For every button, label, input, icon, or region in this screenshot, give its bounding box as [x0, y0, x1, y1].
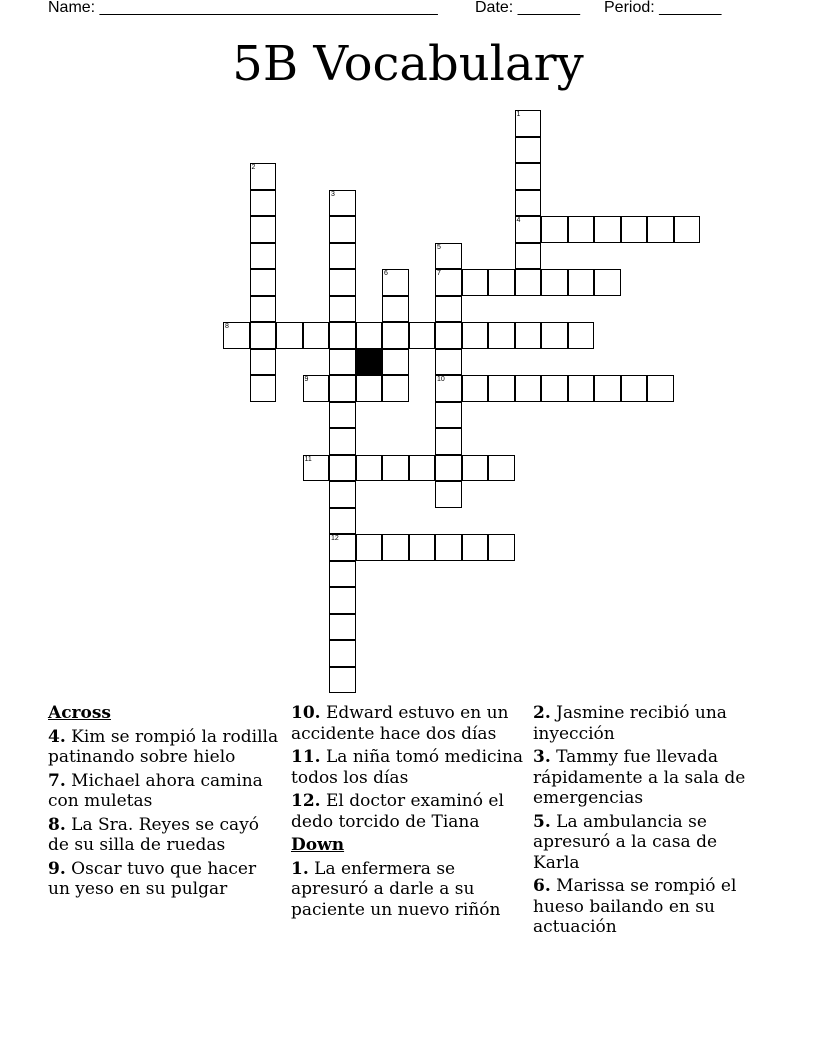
crossword-cell[interactable]: [435, 322, 462, 349]
crossword-cell[interactable]: [356, 322, 383, 349]
crossword-cell[interactable]: [329, 243, 356, 270]
crossword-cell[interactable]: [435, 481, 462, 508]
crossword-cell[interactable]: [329, 667, 356, 694]
crossword-cell[interactable]: [568, 375, 595, 402]
crossword-cell[interactable]: [435, 402, 462, 429]
crossword-cell[interactable]: [568, 269, 595, 296]
clue-across-9: 9. Oscar tuvo que hacer un yeso en su pulgar: [48, 858, 257, 899]
crossword-cell[interactable]: [435, 375, 462, 402]
crossword-cell[interactable]: [382, 269, 409, 296]
crossword-cell[interactable]: [329, 322, 356, 349]
crossword-cell[interactable]: [515, 163, 542, 190]
crossword-cell[interactable]: [462, 375, 489, 402]
crossword-cell[interactable]: [462, 269, 489, 296]
crossword-cell[interactable]: [621, 375, 648, 402]
crossword-cell[interactable]: [488, 375, 515, 402]
clue-across-11: 11. La niña tomó medicina todos los días: [291, 747, 524, 788]
crossword-cell[interactable]: [621, 216, 648, 243]
crossword-cell[interactable]: [356, 534, 383, 561]
clue-column-2: [291, 703, 524, 923]
clue-number: 9: [304, 376, 309, 383]
crossword-cell[interactable]: [329, 640, 356, 667]
clue-number: 10: [437, 376, 445, 383]
crossword-cell[interactable]: [488, 322, 515, 349]
across-heading: Across: [48, 703, 111, 723]
crossword-cell[interactable]: [594, 216, 621, 243]
crossword-cell[interactable]: [541, 375, 568, 402]
crossword-cell[interactable]: [409, 455, 436, 482]
crossword-cell[interactable]: [515, 190, 542, 217]
clue-down-6: 6. Marissa se rompió el hueso bailando en su actuación: [533, 876, 737, 937]
crossword-cell[interactable]: [382, 455, 409, 482]
clue-down-5: 5. La ambulancia se apresuró a la casa de Karla: [533, 811, 718, 873]
crossword-cell[interactable]: [409, 534, 436, 561]
crossword-cell[interactable]: [647, 375, 674, 402]
period-field: Period: _______: [604, 0, 722, 16]
crossword-cell[interactable]: [303, 375, 330, 402]
crossword-cell[interactable]: [382, 375, 409, 402]
clue-down-3: 3. Tammy fue llevada rápidamente a la sala de emergencias: [533, 747, 746, 808]
clue-across-8: 8. La Sra. Reyes se cayó de su silla de ruedas: [48, 814, 260, 855]
clue-number: 2: [251, 164, 256, 171]
crossword-block-cell: [356, 349, 383, 376]
clue-across-10: 10. Edward estuvo en un accidente hace dos días: [291, 703, 509, 744]
crossword-cell[interactable]: [329, 561, 356, 588]
crossword-cell[interactable]: [329, 402, 356, 429]
page-title: 5B Vocabulary: [232, 36, 584, 92]
clue-across-12: 12. El doctor examinó el dedo torcido de Tiana: [291, 791, 504, 832]
crossword-cell[interactable]: [250, 269, 277, 296]
crossword-cell[interactable]: [329, 534, 356, 561]
crossword-cell[interactable]: [515, 137, 542, 164]
crossword-cell[interactable]: [276, 322, 303, 349]
name-field: Name: ______________________________________: [48, 0, 438, 16]
crossword-cell[interactable]: [329, 349, 356, 376]
crossword-cell[interactable]: [250, 163, 277, 190]
crossword-cell[interactable]: [250, 216, 277, 243]
crossword-cell[interactable]: [329, 614, 356, 641]
crossword-cell[interactable]: [435, 269, 462, 296]
crossword-cell[interactable]: [329, 455, 356, 482]
crossword-cell[interactable]: [329, 269, 356, 296]
crossword-cell[interactable]: [488, 455, 515, 482]
down-heading: Down: [291, 835, 345, 855]
crossword-cell[interactable]: [435, 349, 462, 376]
crossword-cell[interactable]: [329, 587, 356, 614]
crossword-cell[interactable]: [329, 216, 356, 243]
crossword-cell[interactable]: [568, 216, 595, 243]
crossword-cell[interactable]: [250, 296, 277, 323]
clue-number: 6: [384, 270, 388, 277]
crossword-cell[interactable]: [435, 534, 462, 561]
crossword-cell[interactable]: [541, 269, 568, 296]
crossword-cell[interactable]: [329, 428, 356, 455]
date-field: Date: _______: [475, 0, 580, 16]
clue-across-7: 7. Michael ahora camina con muletas: [48, 770, 263, 811]
crossword-cell[interactable]: [303, 322, 330, 349]
crossword-cell[interactable]: [515, 216, 542, 243]
crossword-cell[interactable]: [223, 322, 250, 349]
crossword-cell[interactable]: [382, 349, 409, 376]
crossword-cell[interactable]: [356, 455, 383, 482]
crossword-cell[interactable]: [462, 322, 489, 349]
clue-number: 5: [437, 243, 441, 251]
crossword-cell[interactable]: [515, 269, 542, 296]
crossword-cell[interactable]: [329, 296, 356, 323]
crossword-cell[interactable]: [541, 216, 568, 243]
clue-across-4: 4. Kim se rompió la rodilla patinando sobre hielo: [48, 726, 279, 767]
clue-column-3: [533, 703, 768, 941]
clue-column-1: [48, 703, 283, 903]
crossword-cell[interactable]: [462, 455, 489, 482]
clue-number: 1: [516, 111, 521, 118]
crossword-cell[interactable]: [250, 375, 277, 402]
crossword-cell[interactable]: [329, 481, 356, 508]
crossword-cell[interactable]: [541, 322, 568, 349]
crossword-cell[interactable]: [356, 375, 383, 402]
crossword-cell[interactable]: [435, 243, 462, 270]
crossword-cell[interactable]: [250, 322, 277, 349]
crossword-cell[interactable]: [303, 455, 330, 482]
crossword-cell[interactable]: [462, 534, 489, 561]
crossword-cell[interactable]: [329, 375, 356, 402]
crossword-cell[interactable]: [594, 375, 621, 402]
clue-number: 8: [225, 323, 229, 330]
crossword-cell[interactable]: [250, 243, 277, 270]
crossword-cell[interactable]: [488, 534, 515, 561]
crossword-cell[interactable]: [515, 243, 542, 270]
clue-number: 3: [331, 190, 335, 198]
crossword-cell[interactable]: [329, 508, 356, 535]
clue-number: 7: [437, 270, 441, 277]
crossword-cell[interactable]: [515, 322, 542, 349]
clue-number: 11: [304, 455, 312, 463]
crossword-cell[interactable]: [515, 110, 542, 137]
clue-down-1: 1. La enfermera se apresuró a darle a su paciente un nuevo riñón: [291, 858, 501, 920]
crossword-cell[interactable]: [435, 455, 462, 482]
crossword-cell[interactable]: [594, 269, 621, 296]
crossword-cell[interactable]: [647, 216, 674, 243]
crossword-cell[interactable]: [568, 322, 595, 349]
clue-number: 12: [331, 535, 339, 542]
crossword-cell[interactable]: [329, 190, 356, 217]
crossword-cell[interactable]: [382, 296, 409, 323]
clue-number: 4: [516, 217, 521, 224]
crossword-cell[interactable]: [250, 190, 277, 217]
crossword-cell[interactable]: [382, 322, 409, 349]
crossword-cell[interactable]: [488, 269, 515, 296]
crossword-cell[interactable]: [382, 534, 409, 561]
crossword-cell[interactable]: [435, 428, 462, 455]
crossword-cell[interactable]: [409, 322, 436, 349]
crossword-cell[interactable]: [250, 349, 277, 376]
clue-down-2: 2. Jasmine recibió una inyección: [533, 703, 727, 744]
crossword-cell[interactable]: [435, 296, 462, 323]
crossword-cell[interactable]: [674, 216, 701, 243]
crossword-cell[interactable]: [515, 375, 542, 402]
